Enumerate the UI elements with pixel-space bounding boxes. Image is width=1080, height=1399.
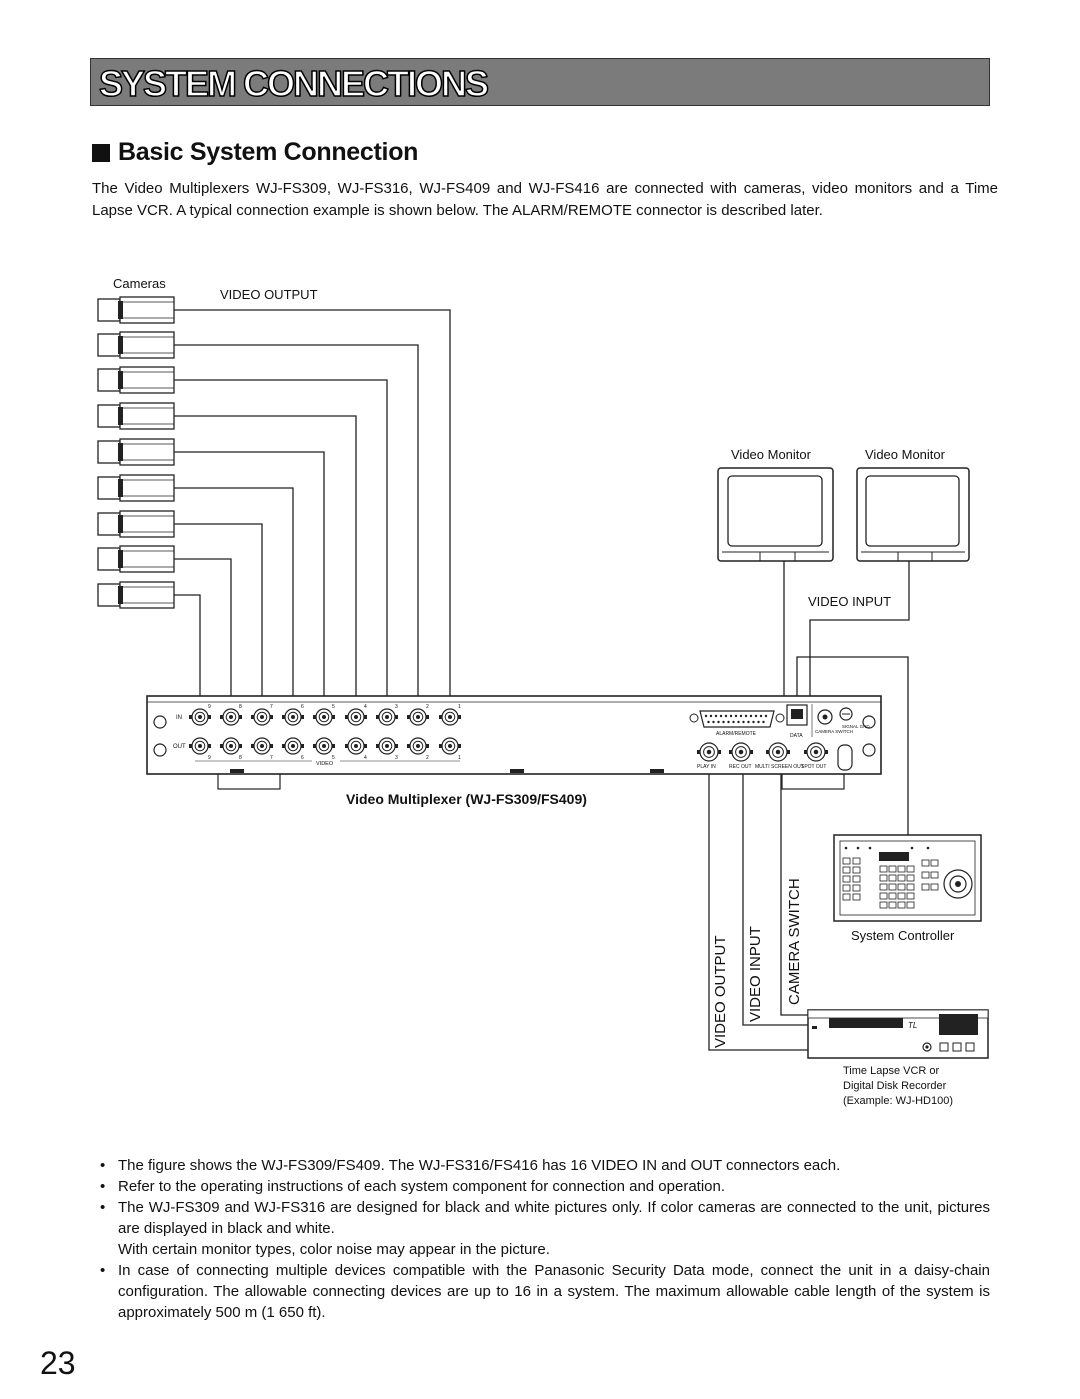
bnc-pin	[448, 744, 452, 748]
video-in-number: 4	[364, 704, 367, 710]
controller-indicator	[857, 847, 860, 850]
camera-body	[120, 582, 174, 608]
camera-cable	[174, 595, 200, 705]
video-out-number: 6	[301, 755, 304, 761]
bnc-lug	[407, 744, 410, 748]
bnc-lug	[332, 715, 335, 719]
mux-vent	[650, 769, 664, 773]
bullet-dot: •	[100, 1157, 106, 1174]
camera-body	[120, 297, 174, 323]
bnc-lug	[439, 744, 442, 748]
controller-key	[898, 902, 905, 908]
camera-lens-mount	[118, 586, 123, 604]
camera-icon	[98, 546, 174, 572]
d-sub-pin	[730, 715, 732, 717]
controller-key	[931, 884, 938, 890]
camera-lens-mount	[118, 336, 123, 354]
note-item: • In case of connecting multiple devices compatible with the Panasonic Security Data mode, connect the unit in a daisy-chain configuration. The allowable connecting devices are up to 16 in a system. The maximum allowable cable length of the system is approximately 500 m (1 650 ft).	[100, 1262, 990, 1321]
bnc-lug	[718, 750, 721, 754]
screw-icon	[863, 744, 875, 756]
bnc-pin	[385, 744, 389, 748]
bnc-lug	[239, 744, 242, 748]
camera-cable	[174, 488, 293, 705]
bnc-lug	[364, 715, 367, 719]
controller-display	[879, 852, 909, 861]
controller-key	[931, 872, 938, 878]
camera-rear	[98, 299, 120, 321]
camera-group	[98, 297, 174, 608]
controller-key	[853, 885, 860, 891]
bnc-pin	[776, 750, 781, 755]
signal-cable	[810, 561, 909, 700]
camera-rear	[98, 405, 120, 427]
camera-body	[120, 439, 174, 465]
page-title: SYSTEM CONNECTIONS	[99, 63, 488, 104]
controller-key	[843, 894, 850, 900]
camera-lens-mount	[118, 371, 123, 389]
bnc-lug	[458, 744, 461, 748]
recorder-label-line-2: Digital Disk Recorder	[843, 1080, 947, 1092]
video-out-number: 1	[458, 755, 461, 761]
camera-cable	[174, 559, 231, 705]
bnc-pin	[707, 750, 712, 755]
vcr-power-button-center	[925, 1045, 928, 1048]
controller-key	[889, 893, 896, 899]
video-input-label: VIDEO INPUT	[808, 594, 892, 609]
page-number: 23	[40, 1345, 76, 1381]
camera-rear	[98, 477, 120, 499]
controller-key	[880, 884, 887, 890]
joystick-center	[955, 881, 961, 887]
controller-key	[922, 860, 929, 866]
controller-key	[853, 894, 860, 900]
bnc-pin	[814, 750, 819, 755]
multiplexer-caption: Video Multiplexer (WJ-FS309/FS409)	[346, 791, 587, 807]
camera-cable	[174, 380, 387, 705]
bnc-pin	[448, 715, 452, 719]
mux-chassis	[147, 696, 881, 774]
controller-key	[898, 866, 905, 872]
d-sub-pin	[737, 721, 739, 723]
video-out-number: 3	[395, 755, 398, 761]
d-sub-pin	[755, 715, 757, 717]
bnc-lug	[426, 744, 429, 748]
controller-key	[907, 866, 914, 872]
bnc-lug	[426, 715, 429, 719]
recorder-label-line-1: Time Lapse VCR or	[843, 1065, 940, 1077]
d-sub-pin	[742, 721, 744, 723]
play-in-label: PLAY IN	[697, 764, 716, 770]
monitor-1-label: Video Monitor	[731, 447, 811, 462]
d-sub-pin	[727, 721, 729, 723]
controller-key	[907, 884, 914, 890]
d-sub-pin	[712, 721, 714, 723]
vcr-badge: TL	[908, 1021, 918, 1030]
controller-key	[853, 867, 860, 873]
video-out-number: 9	[208, 755, 211, 761]
video-out-number: 5	[332, 755, 335, 761]
d-sub-pin	[705, 715, 707, 717]
camera-lens-mount	[118, 550, 123, 568]
note-item: • The figure shows the WJ-FS309/FS409. The WJ-FS316/FS416 has 16 VIDEO IN and OUT connectors each.	[100, 1157, 841, 1174]
camera-body	[120, 546, 174, 572]
camera-cable	[174, 524, 262, 705]
camera-body	[120, 367, 174, 393]
d-sub-pin	[707, 721, 709, 723]
d-sub-pin	[732, 721, 734, 723]
camera-icon	[98, 511, 174, 537]
screw-icon	[690, 714, 698, 722]
bnc-lug	[301, 715, 304, 719]
camera-rear	[98, 548, 120, 570]
camera-lens-mount	[118, 407, 123, 425]
controller-key	[922, 884, 929, 890]
screw-icon	[154, 744, 166, 756]
power-cord-icon	[838, 745, 852, 770]
camera-lens-mount	[118, 515, 123, 533]
intro-paragraph: The Video Multiplexers WJ-FS309, WJ-FS316, WJ-FS409 and WJ-FS416 are connected with cameras, video monitors and a Time Lapse VCR. A typical connection example is shown below. The ALARM/REMOTE connector is described later.	[92, 180, 998, 219]
vcr-display	[939, 1014, 978, 1035]
bnc-lug	[313, 715, 316, 719]
controller-key	[880, 893, 887, 899]
bnc-lug	[804, 750, 807, 754]
d-sub-pin	[725, 715, 727, 717]
bnc-pin	[354, 715, 358, 719]
bnc-lug	[750, 750, 753, 754]
video-in-number: 5	[332, 704, 335, 710]
system-controller	[834, 835, 981, 943]
cassette-slot	[829, 1018, 903, 1028]
bnc-lug	[697, 750, 700, 754]
mux-foot-right	[782, 773, 844, 789]
spot-out-label: SPOT OUT	[801, 764, 827, 770]
bnc-pin	[198, 744, 202, 748]
controller-indicator	[845, 847, 848, 850]
video-out-number: 4	[364, 755, 367, 761]
bnc-lug	[458, 715, 461, 719]
note-item: • Refer to the operating instructions of each system component for connection and operation.	[100, 1178, 726, 1195]
data-port-label: DATA	[790, 733, 803, 739]
d-sub-pin	[740, 715, 742, 717]
d-sub-pin	[747, 721, 749, 723]
time-lapse-vcr	[808, 1010, 988, 1107]
bnc-pin	[739, 750, 744, 755]
bnc-lug	[220, 744, 223, 748]
section-heading-text: Basic System Connection	[118, 138, 419, 166]
controller-key	[898, 893, 905, 899]
bullet-dot: •	[100, 1262, 106, 1279]
bnc-lug	[376, 744, 379, 748]
cameras-label: Cameras	[113, 276, 166, 291]
camera-icon	[98, 582, 174, 608]
bnc-lug	[301, 744, 304, 748]
camera-switch-label: CAMERA SWITCH	[815, 729, 854, 734]
bnc-lug	[395, 744, 398, 748]
controller-key	[889, 866, 896, 872]
bullet-dot: •	[100, 1178, 106, 1195]
vertical-camera-switch-label: CAMERA SWITCH	[786, 878, 803, 1005]
alarm-remote-label: ALARM/REMOTE	[716, 731, 757, 737]
video-in-number: 9	[208, 704, 211, 710]
d-sub-pin	[757, 721, 759, 723]
notes-list	[100, 1155, 990, 1323]
camera-icon	[98, 367, 174, 393]
d-sub-pin	[720, 715, 722, 717]
controller-key	[907, 875, 914, 881]
video-in-number: 2	[426, 704, 429, 710]
bnc-lug	[729, 750, 732, 754]
video-output-label: VIDEO OUTPUT	[220, 287, 318, 302]
bnc-pin	[291, 715, 295, 719]
camera-lens-mount	[118, 479, 123, 497]
bnc-lug	[376, 715, 379, 719]
alarm-remote-connector	[700, 711, 774, 727]
video-monitor-2	[857, 447, 969, 561]
bnc-lug	[332, 744, 335, 748]
d-sub-pin	[710, 715, 712, 717]
controller-key	[907, 902, 914, 908]
camera-rear	[98, 441, 120, 463]
multi-screen-out-label: MULTI SCREEN OUT	[755, 764, 804, 770]
recorder-label-line-3: (Example: WJ-HD100)	[843, 1095, 954, 1107]
controller-key	[880, 866, 887, 872]
out-row-label: OUT	[173, 744, 186, 750]
mux-vent	[230, 769, 244, 773]
camera-rear	[98, 334, 120, 356]
camera-lens-mount	[118, 301, 123, 319]
controller-key	[898, 875, 905, 881]
controller-key	[843, 867, 850, 873]
bnc-lug	[251, 744, 254, 748]
camera-rear	[98, 513, 120, 535]
d-sub-pin	[722, 721, 724, 723]
bnc-pin	[198, 715, 202, 719]
bullet-dot: •	[100, 1199, 106, 1216]
bnc-pin	[260, 744, 264, 748]
controller-key	[889, 884, 896, 890]
bnc-lug	[189, 744, 192, 748]
screw-icon	[776, 714, 784, 722]
controller-key	[853, 876, 860, 882]
bnc-lug	[189, 715, 192, 719]
bnc-pin	[229, 715, 233, 719]
monitor-2-screen	[866, 476, 959, 546]
rec-out-label: REC OUT	[729, 764, 752, 770]
bnc-lug	[345, 715, 348, 719]
bnc-pin	[385, 715, 389, 719]
bnc-pin	[354, 744, 358, 748]
monitor-2-label: Video Monitor	[865, 447, 945, 462]
video-out-number: 2	[426, 755, 429, 761]
vcr-button	[953, 1043, 961, 1051]
signal-gnd-label: SIGNAL GND	[842, 724, 870, 729]
controller-key	[843, 876, 850, 882]
monitor-1-screen	[728, 476, 822, 546]
bnc-lug	[220, 715, 223, 719]
controller-key	[898, 884, 905, 890]
video-in-number: 1	[458, 704, 461, 710]
camera-lens-mount	[118, 443, 123, 461]
camera-body	[120, 475, 174, 501]
bnc-lug	[270, 715, 273, 719]
d-sub-pin	[752, 721, 754, 723]
camera-rear	[98, 584, 120, 606]
bnc-lug	[251, 715, 254, 719]
camera-icon	[98, 403, 174, 429]
bnc-pin	[416, 744, 420, 748]
d-sub-pin	[717, 721, 719, 723]
camera-body	[120, 403, 174, 429]
controller-key	[922, 872, 929, 878]
bnc-lug	[270, 744, 273, 748]
video-in-number: 7	[270, 704, 273, 710]
video-out-number: 8	[239, 755, 242, 761]
vertical-video-output-label: VIDEO OUTPUT	[712, 935, 729, 1048]
video-in-number: 3	[395, 704, 398, 710]
bnc-lug	[825, 750, 828, 754]
vcr-button	[966, 1043, 974, 1051]
controller-key	[889, 875, 896, 881]
camera-cable	[174, 416, 356, 705]
vertical-video-input-label: VIDEO INPUT	[747, 926, 764, 1022]
controller-indicator	[911, 847, 914, 850]
d-sub-pin	[760, 715, 762, 717]
controller-key	[880, 875, 887, 881]
bnc-lug	[282, 744, 285, 748]
camera-icon	[98, 475, 174, 501]
controller-key	[853, 858, 860, 864]
camera-body	[120, 332, 174, 358]
bnc-lug	[364, 744, 367, 748]
d-sub-pin	[762, 721, 764, 723]
video-in-number: 8	[239, 704, 242, 710]
bnc-lug	[282, 715, 285, 719]
controller-indicator	[927, 847, 930, 850]
bnc-pin	[291, 744, 295, 748]
bnc-lug	[239, 715, 242, 719]
bnc-lug	[407, 715, 410, 719]
in-row-label: IN	[176, 715, 182, 721]
video-in-number: 6	[301, 704, 304, 710]
d-sub-pin	[715, 715, 717, 717]
controller-key	[843, 885, 850, 891]
controller-label: System Controller	[851, 928, 955, 943]
d-sub-pin	[750, 715, 752, 717]
d-sub-pin	[745, 715, 747, 717]
bnc-lug	[439, 715, 442, 719]
camera-cable	[174, 345, 418, 705]
camera-rear	[98, 369, 120, 391]
bnc-lug	[208, 744, 211, 748]
camera-switch-jack-center	[823, 715, 828, 720]
data-port-jack	[791, 709, 803, 719]
camera-icon	[98, 332, 174, 358]
bnc-pin	[322, 715, 326, 719]
camera-cable	[174, 452, 324, 705]
bnc-lug	[395, 715, 398, 719]
video-monitor-1	[718, 447, 833, 561]
bnc-pin	[229, 744, 233, 748]
camera-icon	[98, 439, 174, 465]
d-sub-pin	[735, 715, 737, 717]
bnc-lug	[766, 750, 769, 754]
mux-foot-left	[218, 773, 280, 789]
camera-body	[120, 511, 174, 537]
vcr-led	[812, 1026, 817, 1029]
bnc-lug	[313, 744, 316, 748]
video-multiplexer-panel	[147, 696, 881, 789]
camera-icon	[98, 297, 174, 323]
bnc-lug	[787, 750, 790, 754]
controller-key	[931, 860, 938, 866]
bnc-lug	[345, 744, 348, 748]
bnc-pin	[260, 715, 264, 719]
camera-cable	[174, 310, 450, 705]
bnc-pin	[322, 744, 326, 748]
d-sub-pin	[765, 715, 767, 717]
note-item: • The WJ-FS309 and WJ-FS316 are designed for black and white pictures only. If color cameras are connected to the unit, pictures are displayed in black and white. With certain monitor types, color noise may appear in the picture.	[100, 1199, 990, 1258]
controller-key	[889, 902, 896, 908]
mux-vent	[510, 769, 524, 773]
bnc-pin	[416, 715, 420, 719]
screw-icon	[154, 716, 166, 728]
video-out-number: 7	[270, 755, 273, 761]
controller-key	[907, 893, 914, 899]
video-connector-label: VIDEO	[316, 761, 334, 767]
controller-key	[880, 902, 887, 908]
vcr-button	[940, 1043, 948, 1051]
bnc-lug	[208, 715, 211, 719]
controller-indicator	[869, 847, 872, 850]
controller-key	[843, 858, 850, 864]
